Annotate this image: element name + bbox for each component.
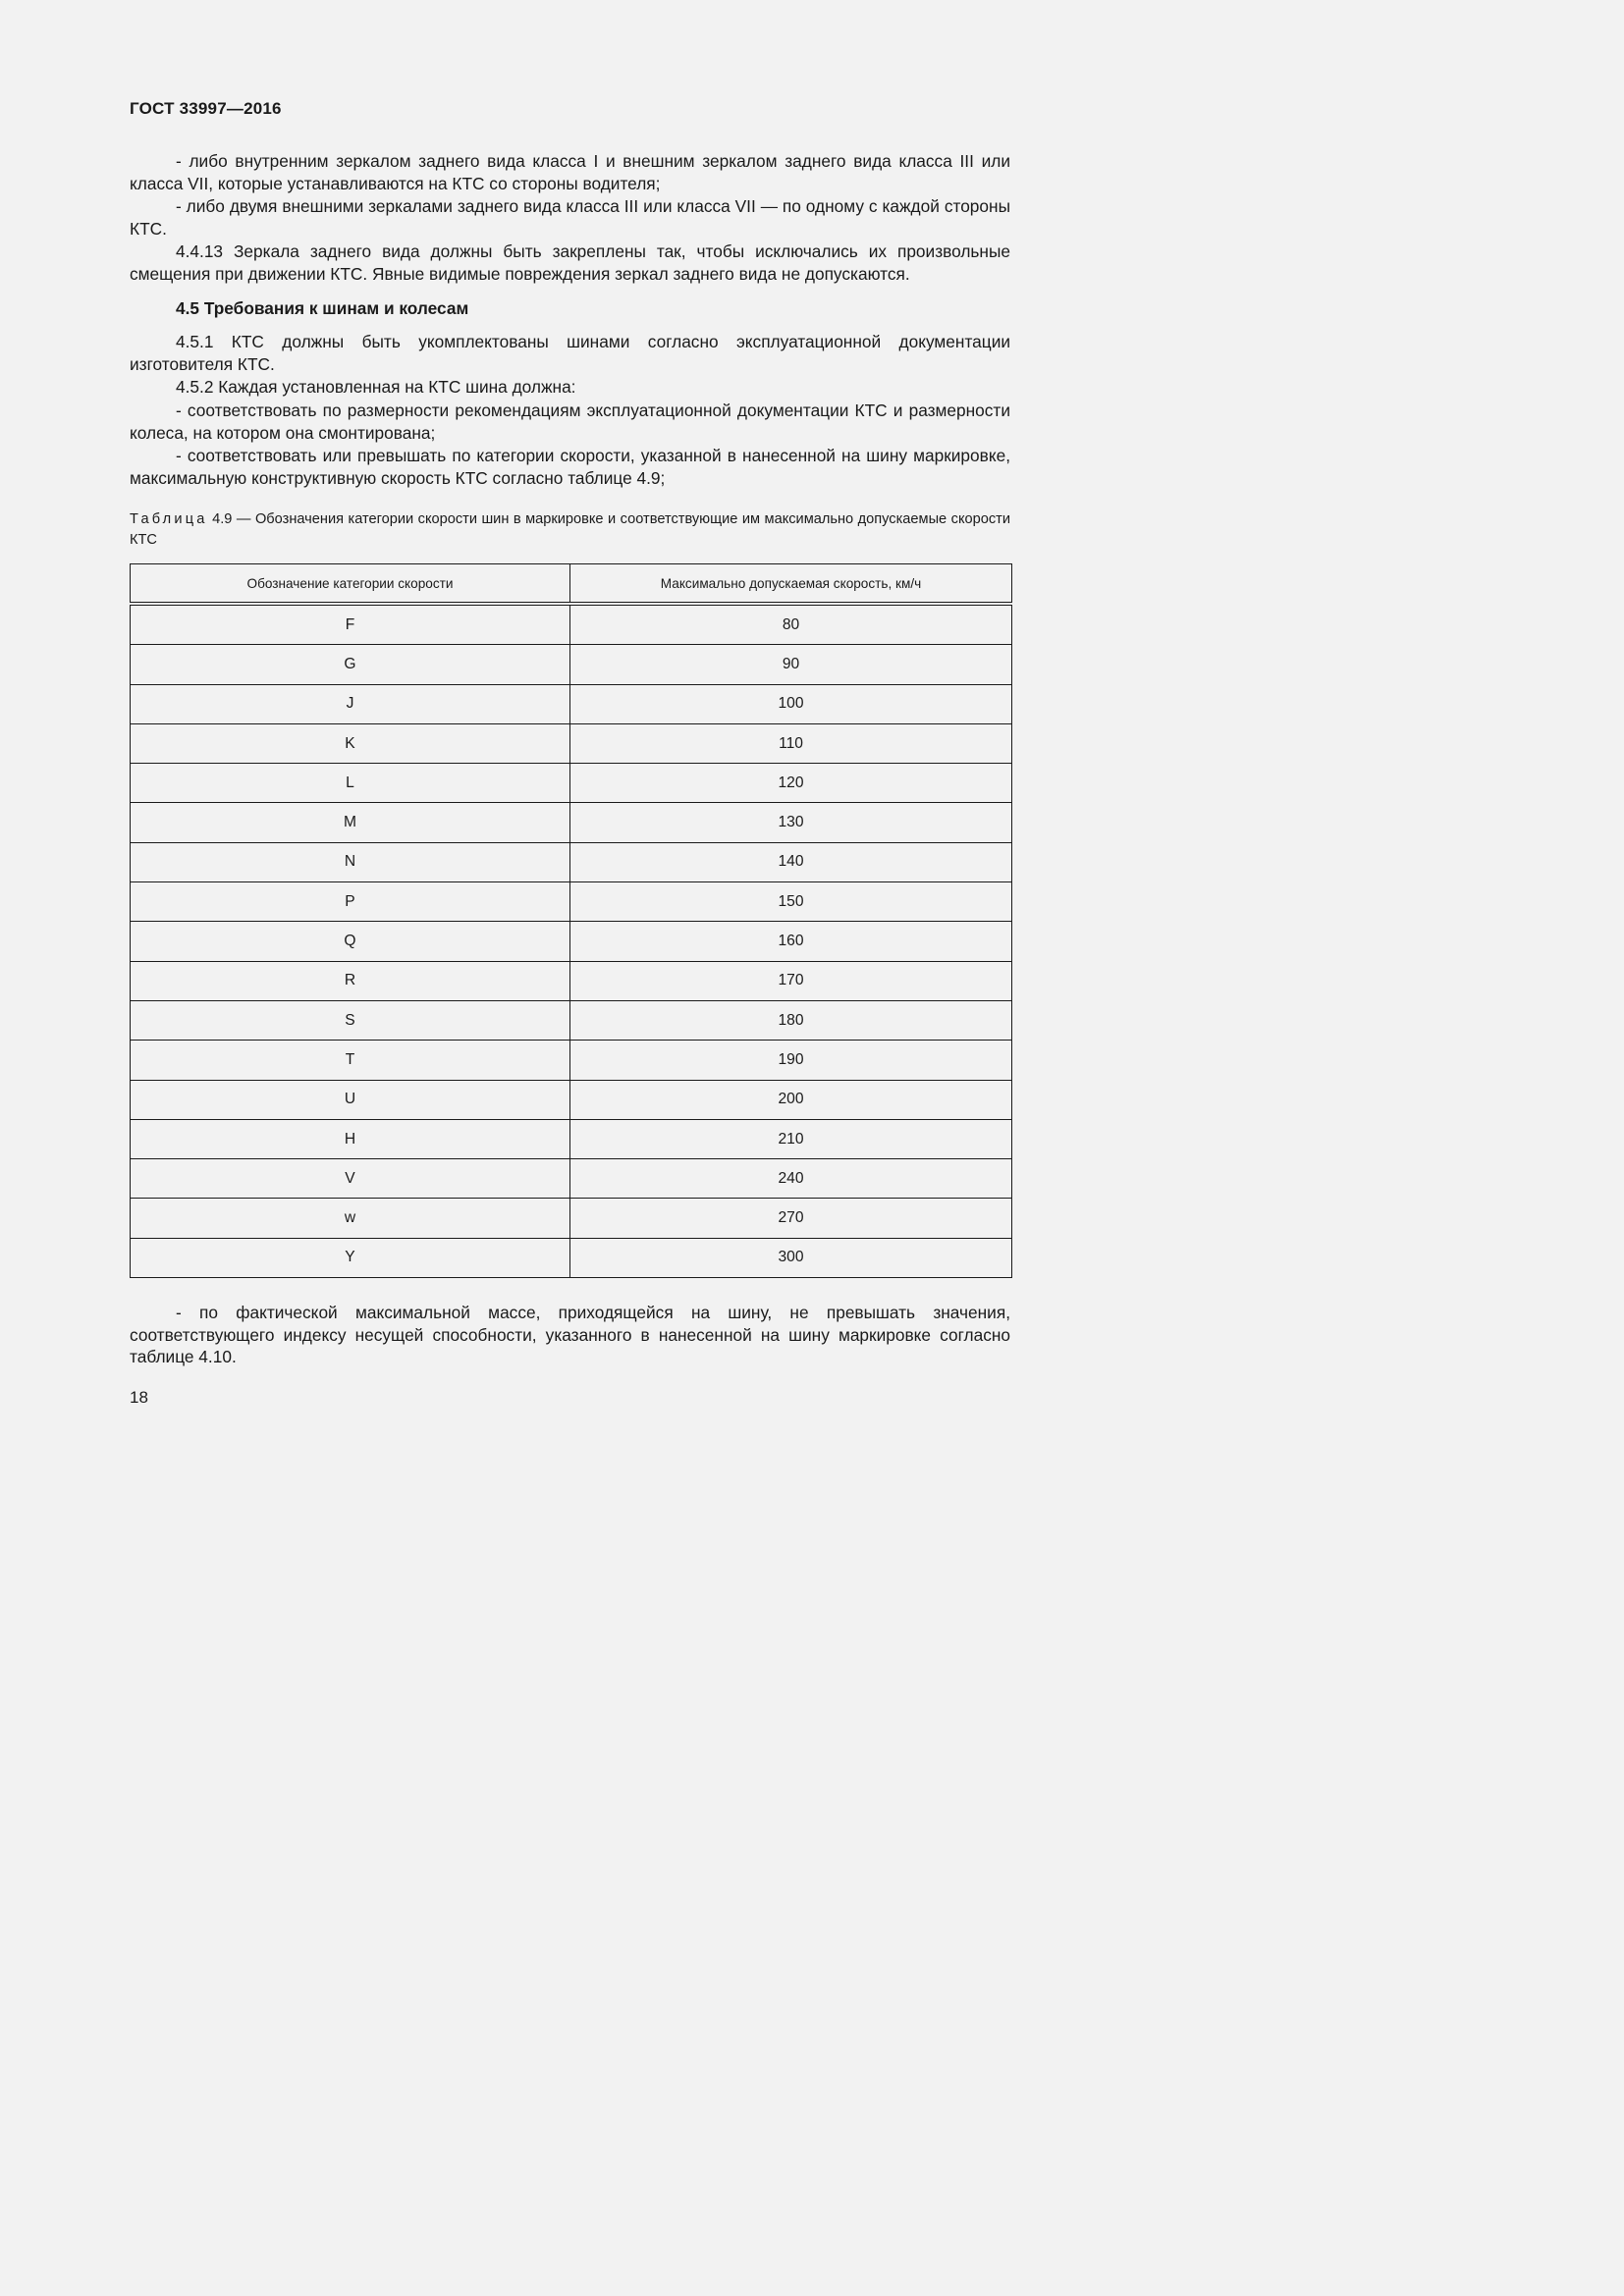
table-row [131,723,1012,763]
cell-speed-category: M [131,803,570,842]
table-row [131,1041,1012,1080]
table-row [131,1238,1012,1277]
cell-max-speed: 90 [570,645,1012,684]
cell-speed-category: L [131,764,570,803]
paragraph: - по фактической максимальной массе, приходящейся на шину, не превышать значения, соответствующего индексу несущей способности, указанного в нанесенной на шину маркировке согласно таблице 4.10. [130,1303,1010,1367]
cell-speed-category: T [131,1041,570,1080]
cell-max-speed: 80 [570,604,1012,645]
cell-speed-category: N [131,842,570,881]
paragraph: - соответствовать по размерности рекомендациям эксплуатационной документации КТС и размерности колеса, на котором она смонтирована; [130,400,1010,443]
cell-max-speed: 120 [570,764,1012,803]
cell-speed-category: w [131,1199,570,1238]
table-row [131,922,1012,961]
paragraph: 4.5.1 КТС должны быть укомплектованы шинами согласно эксплуатационной документации изготовителя КТС. [130,332,1010,374]
paragraph: - соответствовать или превышать по категории скорости, указанной в нанесенной на шину маркировке, максимальную конструктивную скорость КТС согласно таблице 4.9; [130,446,1010,488]
cell-max-speed: 110 [570,723,1012,763]
cell-max-speed: 150 [570,882,1012,922]
cell-speed-category: H [131,1119,570,1158]
paragraph: - либо внутренним зеркалом заднего вида класса I и внешним зеркалом заднего вида класса III или класса VII, которые устанавливаются на КТС со стороны водителя; [130,151,1010,193]
table-header-row [131,564,1012,605]
table-row [131,1080,1012,1119]
cell-max-speed: 210 [570,1119,1012,1158]
table-caption-label: Таблица [130,511,208,527]
table-row [131,842,1012,881]
cell-speed-category: S [131,1000,570,1040]
table-row [131,1159,1012,1199]
cell-speed-category: U [131,1080,570,1119]
table-row [131,882,1012,922]
cell-speed-category: V [131,1159,570,1199]
cell-speed-category: Y [131,1238,570,1277]
cell-max-speed: 170 [570,961,1012,1000]
cell-speed-category: R [131,961,570,1000]
cell-max-speed: 270 [570,1199,1012,1238]
cell-max-speed: 200 [570,1080,1012,1119]
cell-speed-category: J [131,684,570,723]
column-header-category: Обозначение категории скорости [131,564,570,605]
cell-speed-category: P [131,882,570,922]
section-heading: 4.5 Требования к шинам и колесам [176,297,469,318]
speed-category-table [130,563,1012,1278]
paragraph: 4.5.2 Каждая установленная на КТС шина должна: [176,377,576,398]
table-row [131,645,1012,684]
table-row [131,1000,1012,1040]
cell-max-speed: 300 [570,1238,1012,1277]
cell-max-speed: 180 [570,1000,1012,1040]
cell-speed-category: F [131,604,570,645]
paragraph: 4.4.13 Зеркала заднего вида должны быть закреплены так, чтобы исключались их произвольные смещения при движении КТС. Явные видимые повреждения зеркал заднего вида не допускаются. [130,241,1010,284]
table-row [131,803,1012,842]
document-header: ГОСТ 33997—2016 [130,99,282,118]
cell-speed-category: K [131,723,570,763]
paragraph: - либо двумя внешними зеркалами заднего вида класса III или класса VII — по одному с каждой стороны КТС. [130,196,1010,239]
table-row [131,1119,1012,1158]
table-row [131,764,1012,803]
paragraph-after-table [130,1302,1010,1368]
table-row [131,684,1012,723]
document-page [0,0,1089,1539]
cell-speed-category: G [131,645,570,684]
cell-max-speed: 140 [570,842,1012,881]
cell-max-speed: 240 [570,1159,1012,1199]
table-caption [130,509,1010,551]
cell-max-speed: 100 [570,684,1012,723]
table-row [131,961,1012,1000]
table-caption-text: 4.9 — Обозначения категории скорости шин в маркировке и соответствующие им максимально допускаемые скорости КТС [130,511,1010,548]
cell-max-speed: 130 [570,803,1012,842]
table-row [131,1199,1012,1238]
cell-max-speed: 190 [570,1041,1012,1080]
cell-max-speed: 160 [570,922,1012,961]
column-header-max-speed: Максимально допускаемая скорость, км/ч [570,564,1012,605]
body-text-top [130,150,1010,489]
page-number: 18 [130,1388,148,1407]
table-row [131,604,1012,645]
table-body [131,604,1012,1278]
cell-speed-category: Q [131,922,570,961]
